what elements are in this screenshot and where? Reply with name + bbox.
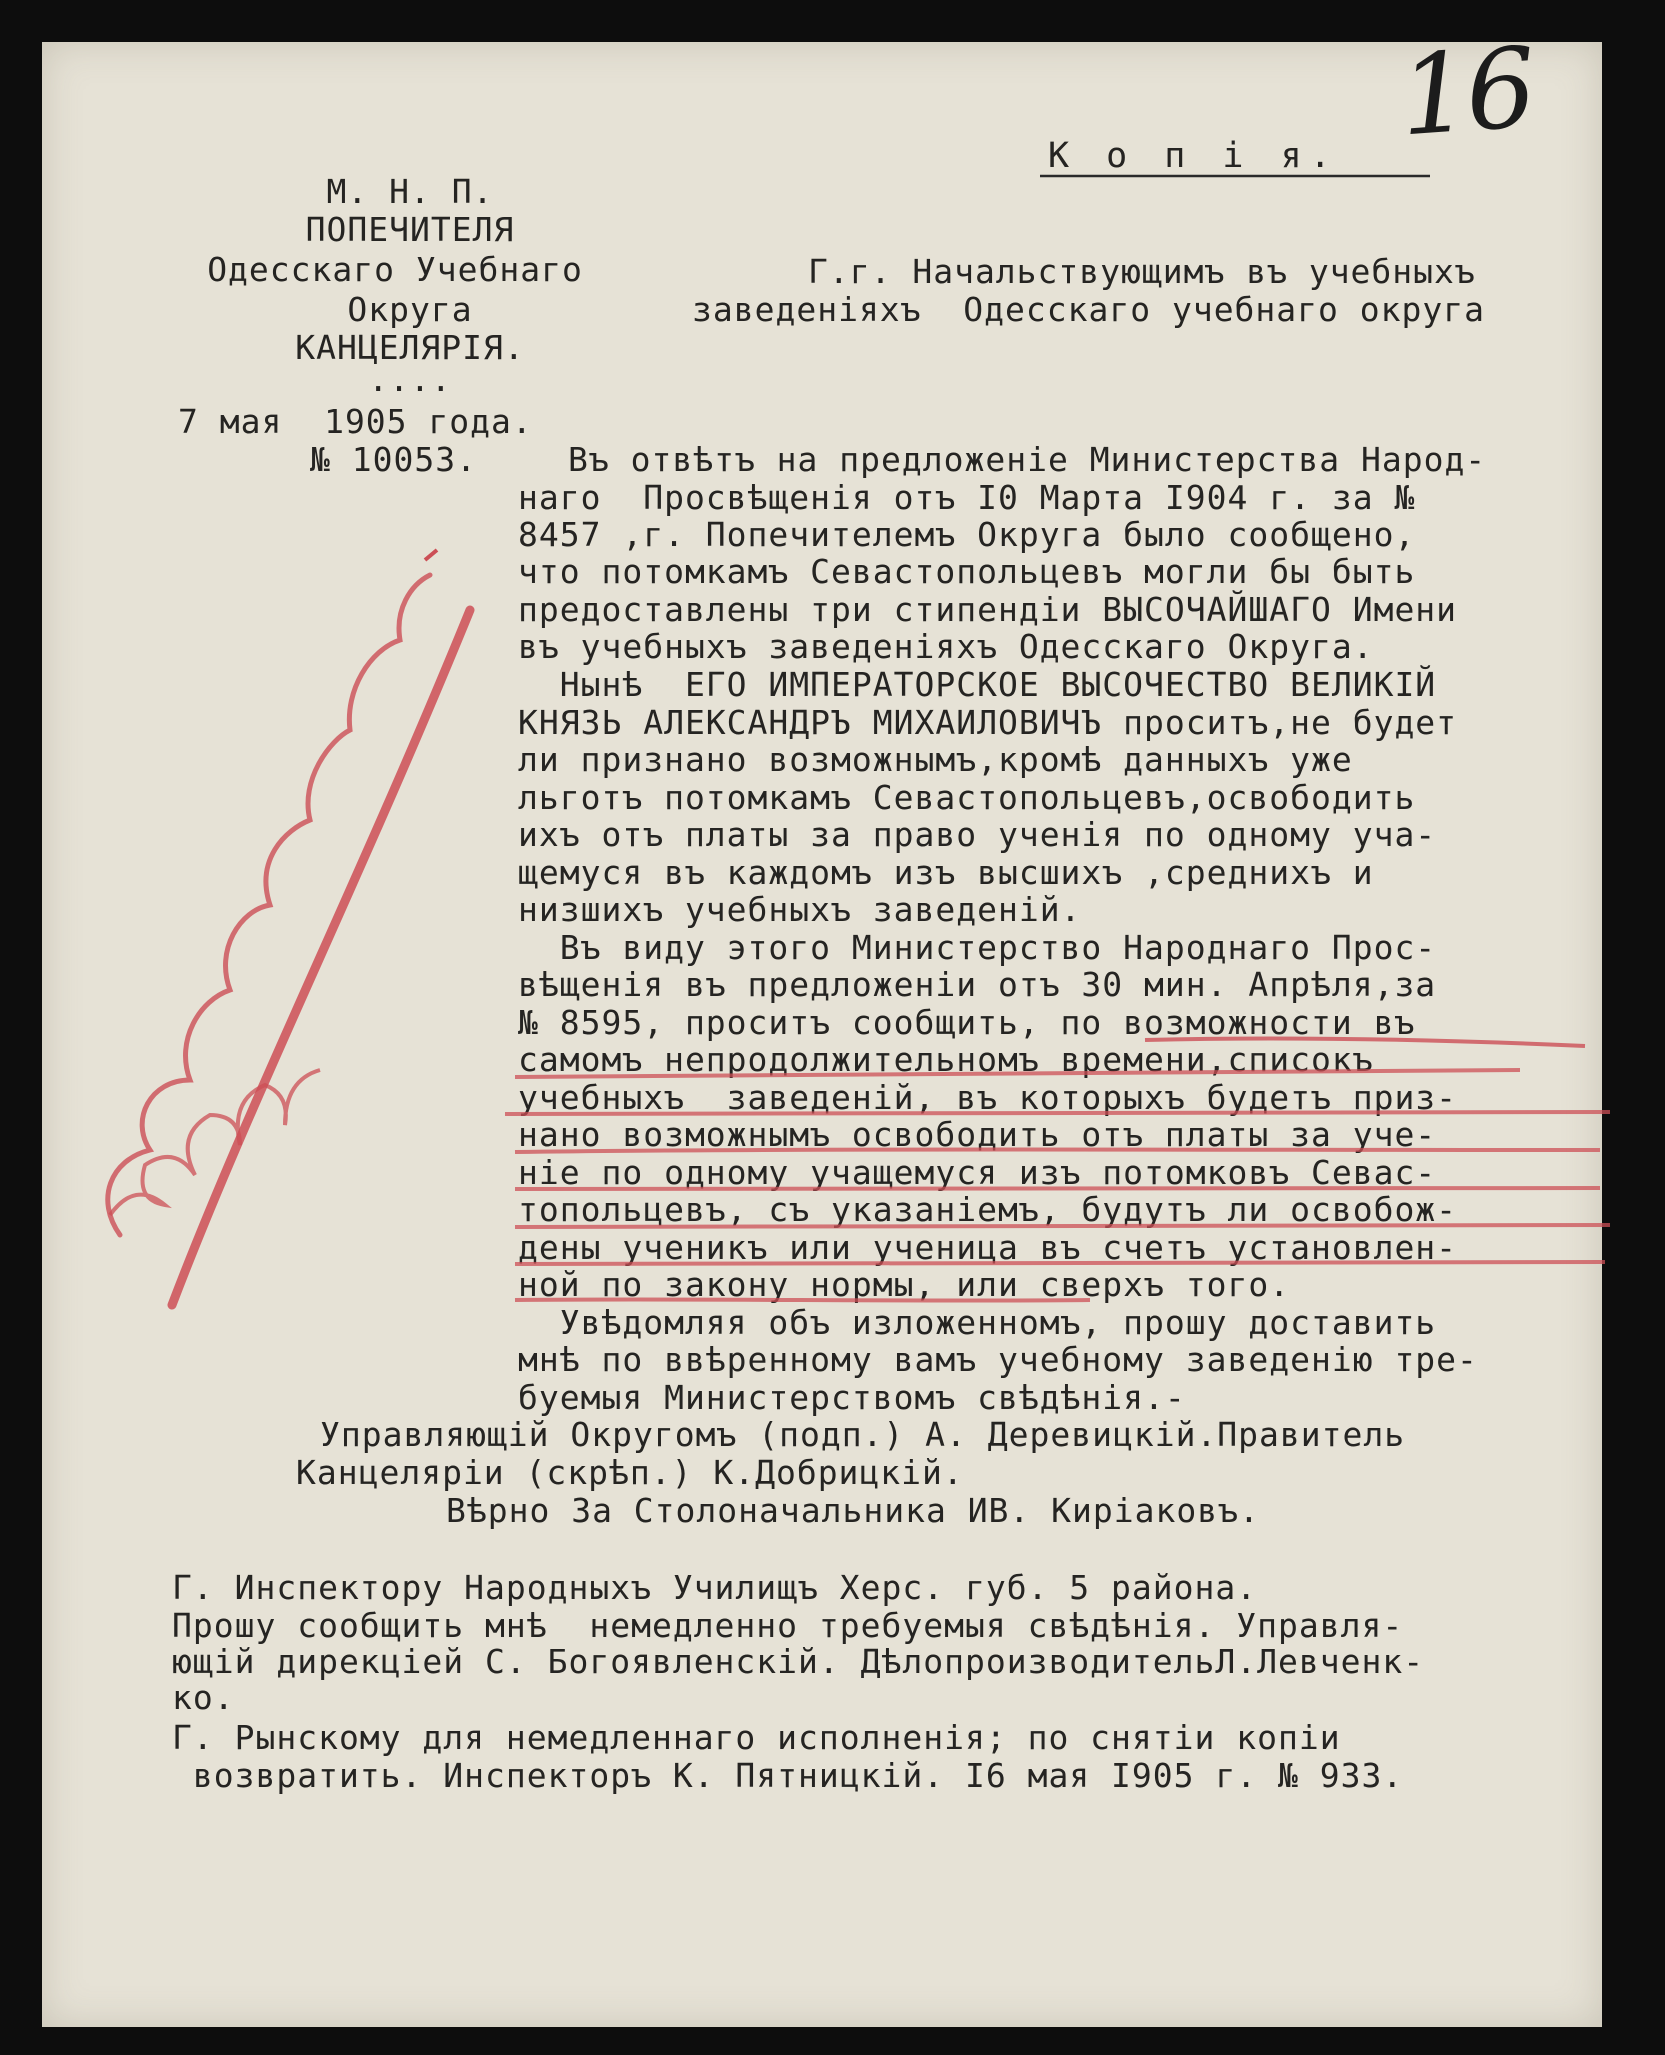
body-line: буемыя Министерствомъ свѣдѣнія.-	[518, 1378, 1186, 1417]
body-line: что потомкамъ Севастопольцевъ могли бы быть	[518, 552, 1416, 591]
footer-line: Г. Инспектору Народныхъ Училищъ Херс. губ. 5 района.	[172, 1568, 1258, 1607]
sender-line: Округа	[347, 290, 473, 329]
body-line: топольцевъ, съ указаніемъ, будутъ ли освобож-	[518, 1190, 1458, 1229]
body-line: льготъ потомкамъ Севастопольцевъ,освободить	[518, 778, 1416, 817]
body-line: вѣщенія въ предложеніи отъ 30 мин. Апрѣля,за	[518, 965, 1437, 1004]
footer-line: ющій дирекціей С. Богоявленскій. ДѣлопроизводительЛ.Левченк-	[172, 1642, 1425, 1681]
folio-number: 16	[1395, 23, 1537, 161]
body-line: низшихъ учебныхъ заведеній.	[518, 890, 1082, 929]
footer-line: возвратить. Инспекторъ К. Пятницкій. I6 мая I905 г. № 933.	[172, 1756, 1404, 1795]
copy-label: К о п і я.	[1048, 136, 1339, 176]
body-line: ніе по одному учащемуся изъ потомковъ Севас-	[518, 1153, 1437, 1192]
body-line: ли признано возможнымъ,кромѣ данныхъ уже	[518, 740, 1353, 779]
sender-line: Одесскаго Учебнаго	[207, 250, 583, 289]
sender-date: 7 мая 1905 года.	[178, 402, 533, 441]
footer-line: Прошу сообщить мнѣ немедленно требуемыя свѣдѣнія. Управля-	[172, 1606, 1404, 1645]
body-line: 8457 ,г. Попечителемъ Округа было сообщено,	[518, 515, 1416, 554]
body-line: ихъ отъ платы за право ученія по одному уча-	[518, 815, 1437, 854]
footer-line: Г. Рынскому для немедленнаго исполненія; по снятіи копіи	[172, 1718, 1341, 1757]
signature-line: Вѣрно За Столоначальника ИВ. Киріаковъ.	[446, 1491, 1260, 1530]
body-line: № 8595, проситъ сообщить, по возможности въ	[518, 1003, 1416, 1042]
body-line: въ учебныхъ заведеніяхъ Одесскаго Округа.	[518, 627, 1374, 666]
addressee-line: Г.г. Начальствующимъ въ учебныхъ	[808, 252, 1476, 291]
body-line: щемуся въ каждомъ изъ высшихъ ,среднихъ и	[518, 853, 1374, 892]
addressee-line: заведеніяхъ Одесскаго учебнаго округа	[692, 290, 1485, 329]
body-line: нано возможнымъ освободить отъ платы за уче-	[518, 1115, 1437, 1154]
sender-line: ПОПЕЧИТЕЛЯ	[305, 210, 515, 249]
signature-line: Управляющій Округомъ (подп.) А. Деревицкій.Правитель	[320, 1415, 1406, 1454]
body-line: учебныхъ заведеній, въ которыхъ будетъ приз-	[518, 1078, 1458, 1117]
sender-line: КАНЦЕЛЯРІЯ.	[295, 328, 525, 367]
body-line: самомъ непродолжительномъ времени,списокъ	[518, 1040, 1374, 1079]
body-line: КНЯЗЬ АЛЕКСАНДРЪ МИХАИЛОВИЧЪ проситъ,не будет	[518, 703, 1458, 742]
body-line: Въ отвѣтъ на предложеніе Министерства Народ-	[568, 440, 1487, 479]
body-line: Нынѣ ЕГО ИМПЕРАТОРСКОЕ ВЫСОЧЕСТВО ВЕЛИКІЙ	[518, 665, 1437, 704]
body-line: Въ виду этого Министерство Народнаго Прос-	[518, 928, 1437, 967]
footer-line: ко.	[172, 1678, 235, 1717]
body-line: предоставлены три стипендіи ВЫСОЧАЙШАГО Имени	[518, 590, 1458, 629]
body-line: дены ученикъ или ученица въ счетъ установлен-	[518, 1228, 1458, 1267]
signature-line: Канцеляріи (скрѣп.) К.Добрицкій.	[296, 1453, 964, 1492]
body-line: наго Просвѣщенія отъ I0 Марта I904 г. за №	[518, 478, 1416, 517]
sender-line: ....	[368, 360, 452, 399]
body-line: мнѣ по ввѣренному вамъ учебному заведенію тре-	[518, 1340, 1478, 1379]
body-line: Увѣдомляя объ изложенномъ, прошу доставить	[518, 1303, 1437, 1342]
sender-number: № 10053.	[310, 440, 477, 479]
body-line: ной по закону нормы, или сверхъ того.	[518, 1265, 1291, 1304]
sender-line: М. Н. П.	[326, 172, 494, 211]
